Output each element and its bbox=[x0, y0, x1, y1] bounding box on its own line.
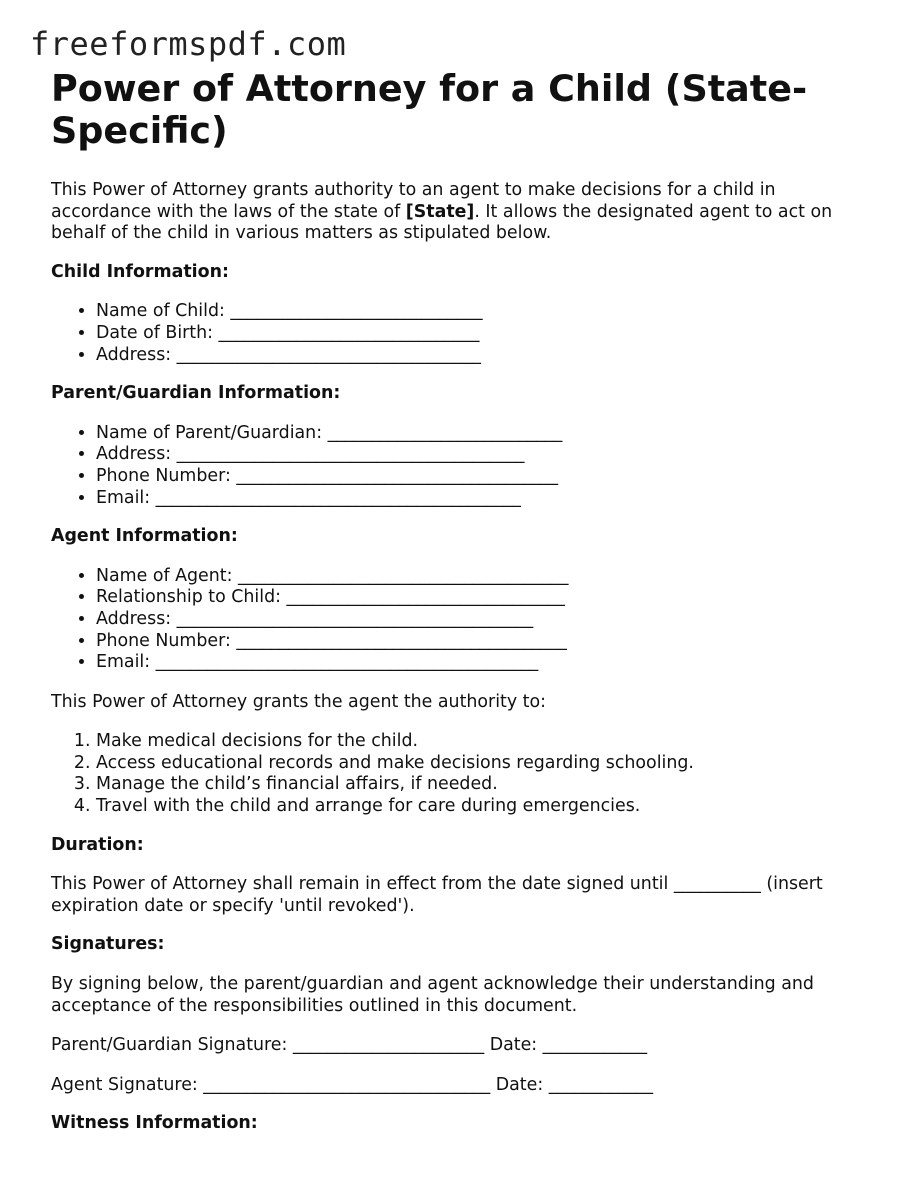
witness-heading: Witness Information: bbox=[51, 1113, 258, 1134]
agent-signature-line: Agent Signature: _________________________________ Date: ____________ bbox=[51, 1074, 654, 1095]
authority-item: 1. Make medical decisions for the child. bbox=[96, 731, 881, 753]
intro-text-after: . It allows the designated agent to act on behalf of the child in various matters as stipulated below. bbox=[51, 201, 833, 244]
parent-email-field: • Email: __________________________________________ bbox=[96, 488, 881, 510]
child-address-field: • Address: ___________________________________ bbox=[96, 345, 881, 367]
signatures-heading: Signatures: bbox=[51, 934, 165, 955]
agent-phone-field: • Phone Number: ______________________________________ bbox=[96, 631, 881, 653]
duration-text: This Power of Attorney shall remain in effect from the date signed until __________ (insert expiration date or specify 'until revoked'). bbox=[51, 874, 823, 916]
authority-item: 3. Manage the child’s financial affairs, if needed. bbox=[96, 774, 881, 796]
child-name-field: • Name of Child: _____________________________ bbox=[96, 301, 881, 323]
parent-info-heading: Parent/Guardian Information: bbox=[51, 383, 341, 404]
authority-intro: This Power of Attorney grants the agent the authority to: bbox=[51, 691, 546, 712]
parent-name-field: • Name of Parent/Guardian: ___________________________ bbox=[96, 423, 881, 445]
site-watermark: freeformspdf.com bbox=[30, 25, 347, 63]
parent-phone-field: • Phone Number: _____________________________________ bbox=[96, 466, 881, 488]
child-info-heading: Child Information: bbox=[51, 261, 229, 282]
child-info-list bbox=[51, 301, 881, 366]
duration-heading: Duration: bbox=[51, 834, 144, 855]
agent-relationship-field: • Relationship to Child: ________________________________ bbox=[96, 587, 881, 609]
parent-address-field: • Address: ________________________________________ bbox=[96, 444, 881, 466]
intro-text-before: This Power of Attorney grants authority to an agent to make decisions for a child in accordance with the laws of the state of bbox=[51, 180, 776, 222]
parent-signature-line: Parent/Guardian Signature: ______________________ Date: ____________ bbox=[51, 1035, 648, 1056]
authority-list bbox=[51, 731, 881, 817]
agent-name-field: • Name of Agent: ______________________________________ bbox=[96, 566, 881, 588]
document-title: Power of Attorney for a Child (State-Specific) bbox=[51, 67, 808, 152]
agent-address-field: • Address: _________________________________________ bbox=[96, 609, 881, 631]
document-page bbox=[51, 68, 881, 1135]
parent-info-list bbox=[51, 423, 881, 509]
agent-info-list bbox=[51, 566, 881, 674]
state-placeholder: [State] bbox=[405, 201, 475, 222]
authority-item: 4. Travel with the child and arrange for care during emergencies. bbox=[96, 796, 881, 818]
intro-paragraph bbox=[51, 180, 881, 245]
authority-item: 2. Access educational records and make decisions regarding schooling. bbox=[96, 753, 881, 775]
agent-email-field: • Email: ____________________________________________ bbox=[96, 652, 881, 674]
signatures-text: By signing below, the parent/guardian and agent acknowledge their understanding and acceptance of the responsibilities outlined in this document. bbox=[51, 974, 814, 1016]
agent-info-heading: Agent Information: bbox=[51, 526, 238, 547]
child-dob-field: • Date of Birth: ______________________________ bbox=[96, 323, 881, 345]
